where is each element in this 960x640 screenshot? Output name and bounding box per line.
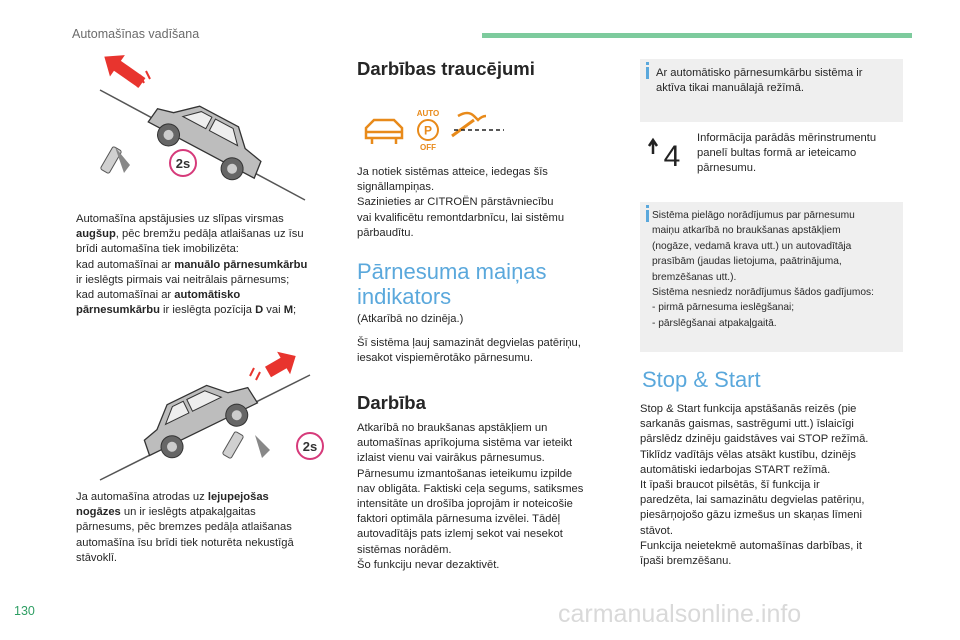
- faults-title: Darbības traucējumi: [357, 58, 535, 79]
- uphill-arrow-icon: [97, 55, 150, 94]
- operation-text: Atkarībā no braukšanas apstākļiem un automašīnas aprīkojuma sistēma var ieteikt izlaist vienu vai vairākus pārnesumus. Pārnesumu izmantošanas ieteikumu izpilde nav obligāta. Faktiski ceļa segums, satiksmes intensitāte un drošība joprojām ir noteicošie faktori optimāla pārnesuma izvēlei. Tādēļ autovadītājs pats izlemj sekot vai nesekot sistēmas norādēm. Šo funkciju nevar dezaktivēt.: [357, 422, 584, 571]
- stop-start-title: Stop & Start: [642, 367, 761, 392]
- operation-title: Darbība: [357, 392, 426, 413]
- uphill-caption: Automašīna apstājusies uz slīpas virsmas augšup, pēc bremžu pedāļa atlaišanas uz īsu brīdi automašīna tiek imobilizēta: kad automašīnai ar manuālo pārnesumkārbu ir ieslēgts pirmais vai neitrālais pārnesums; kad automašīnai ar automātisko pārnesumkārbu ir ieslēgta pozīcija D vai M;: [76, 213, 308, 317]
- stop-start-text: Stop & Start funkcija apstāšanās reizēs (pie sarkanās gaismas, sastrēgumi utt.) īslaicīgi pārslēdz dzinēju gaidstāves vai STOP režīmā. Tiklīdz vadītājs vēlas atsākt kustību, dzinējs automātiski iedarbojas START režīmā. It īpaši braucot pilsētās, šī funkcija ir paredzēta, lai samazinātu degvielas patēriņu, piesārņojošo gāzu izmešus un skaņas līmeni stāvot. Funkcija neietekmē automašīnas darbības, it īpaši bremzēšanu.: [640, 403, 869, 568]
- warning-lamps: [360, 108, 505, 154]
- gear-indicator-text: Šī sistēma ļauj samazināt degvielas patēriņu, iesakot vispiemērotāko pārnesumu.: [357, 337, 581, 365]
- downhill-arrow-icon: [262, 345, 303, 384]
- header-accent-bar: [482, 33, 912, 38]
- info-box-automatic: Ar automātisko pārnesumkārbu sistēma ir aktīva tikai manuālajā režīmā.: [640, 59, 903, 122]
- auto-park-warning-icon: [417, 109, 440, 152]
- svg-text:2s: 2s: [175, 156, 191, 171]
- faults-text: Ja notiek sistēmas atteice, iedegas šīs signāllampiņas. Sazinieties ar CITROËN pārstāvniecību vai kvalificētu remontdarbnīcu, lai sistēmu pārbaudītu.: [357, 166, 565, 239]
- watermark: carmanualsonline.info: [558, 600, 802, 628]
- gearbox-warning-icon: [366, 120, 402, 144]
- header-section-title: Automašīnas vadīšana: [72, 27, 200, 41]
- wrench-warning-icon: [452, 113, 504, 136]
- downhill-caption: Ja automašīna atrodas uz lejupejošas nogāzes un ir ieslēgts atpakaļgaitas pārnesums, pēc bremzes pedāļa atlaišanas automašīna īsu brīdi tiek noturēta nekustīgā stāvoklī.: [76, 491, 294, 564]
- svg-text:4: 4: [663, 140, 681, 170]
- svg-text:P: P: [423, 123, 433, 138]
- svg-text:OFF: OFF: [420, 143, 436, 152]
- page-number: 130: [14, 604, 35, 618]
- gear-indicator-title: Pārnesuma maiņas indikators: [357, 259, 547, 309]
- info-box-system: Sistēma pielāgo norādījumus par pārnesumu maiņu atkarībā no braukšanas apstākļiem (nogāze, vedamā krava utt.) un autovadītāja prasībām (jaudas lietojuma, paātrinājuma, bremzēšanas utt.). Sistēma nesniedz norādījumus šādos gadījumos: - pirmā pārnesuma ieslēgšanai; - pārslēgšanai atpakaļgaitā.: [640, 202, 903, 352]
- gear-shift-indicator-icon: [645, 136, 685, 170]
- downhill-car-illustration: [80, 340, 330, 490]
- display-text: Informācija parādās mērinstrumentu panelī bultas formā ar ieteicamo pārnesumu.: [697, 132, 877, 175]
- uphill-car-illustration: [80, 55, 330, 205]
- timer-badge-uphill: [170, 150, 196, 176]
- timer-badge-downhill: [297, 433, 323, 459]
- brake-pedal-icon-2: [222, 431, 270, 459]
- svg-text:2s: 2s: [302, 439, 318, 454]
- svg-text:AUTO: AUTO: [416, 109, 440, 118]
- engine-note: (Atkarībā no dzinēja.): [357, 313, 464, 325]
- brake-pedal-icon: [100, 146, 130, 174]
